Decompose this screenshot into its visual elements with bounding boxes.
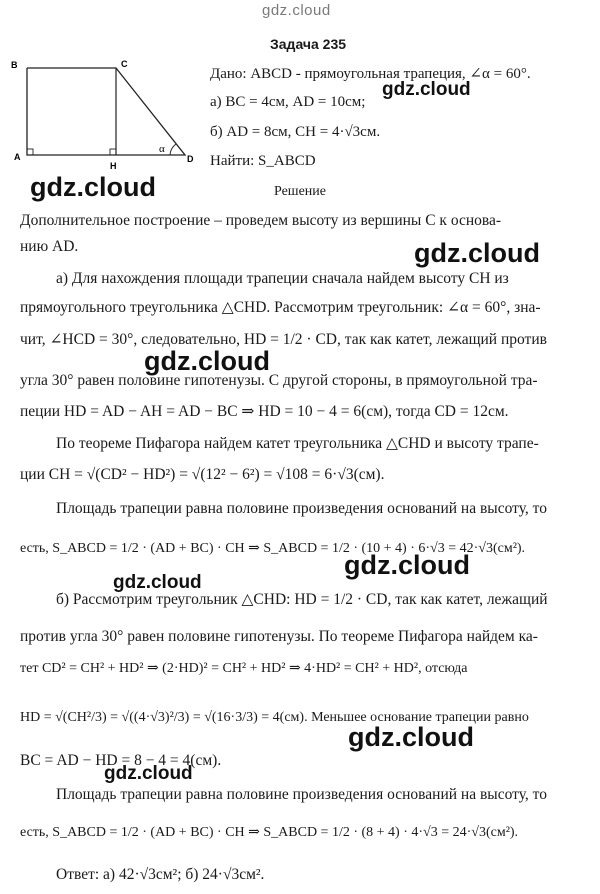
- given-line: Дано: ABCD - прямоугольная трапеция, ∠α = 60°.: [210, 66, 531, 82]
- solution-line: чит, ∠HCD = 30°, следовательно, HD = 1/2 · CD, так как катет, лежащий против: [20, 331, 547, 348]
- solution-line: прямоугольного треугольника △CHD. Рассмотрим треугольник: ∠α = 60°, зна-: [20, 299, 541, 316]
- solution-line: Площадь трапеции равна половине произведения оснований на высоту, то: [56, 786, 547, 803]
- trapezoid-outline: [27, 68, 185, 155]
- solution-line: есть, S_ABCD = 1/2 · (AD + BC) · CH ⇒ S_ABCD = 1/2 · (8 + 4) · 4·√3 = 24·√3(см²).: [20, 825, 519, 840]
- solution-line: По теореме Пифагора найдем катет треугольника △CHD и высоту трапе-: [56, 435, 539, 452]
- watermark: gdz.cloud: [382, 79, 471, 100]
- solution-line: есть, S_ABCD = 1/2 · (AD + BC) · CH ⇒ S_ABCD = 1/2 · (10 + 4) · 6·√3 = 42·√3(см²).: [20, 541, 526, 556]
- label-d: D: [187, 154, 194, 164]
- angle-arc: [170, 144, 176, 155]
- label-h: H: [110, 161, 117, 171]
- answer-line: Ответ: а) 42·√3см²; б) 24·√3см².: [56, 866, 265, 883]
- watermark: gdz.cloud: [30, 172, 156, 202]
- solution-line: HD = √(CH²/3) = √((4·√3)²/3) = √(16·3/3) = 4(см). Меньшее основание трапеции равно: [20, 710, 529, 725]
- top-watermark: gdz.cloud: [262, 2, 331, 19]
- solution-line: пеции HD = AD − AH = AD − BC ⇒ HD = 10 − 4 = 6(см), тогда CD = 12см.: [20, 403, 509, 420]
- solution-line: против угла 30° равен половине гипотенузы. По теореме Пифагора найдем ка-: [20, 628, 538, 645]
- trapezoid-diagram: [10, 58, 210, 173]
- right-angle-h: [110, 149, 116, 155]
- label-a: A: [14, 152, 21, 162]
- watermark: gdz.cloud: [104, 763, 193, 784]
- problem-title: Задача 235: [270, 36, 347, 52]
- solution-line: б) Рассмотрим треугольник △CHD: HD = 1/2 · CD, так как катет, лежащий: [56, 591, 548, 608]
- watermark: gdz.cloud: [414, 238, 540, 268]
- label-b: B: [11, 60, 18, 70]
- given-line: Найти: S_ABCD: [210, 153, 316, 169]
- watermark: gdz.cloud: [348, 722, 474, 752]
- label-c: C: [121, 59, 128, 69]
- solution-line: нию AD.: [20, 238, 79, 255]
- solution-line: Площадь трапеции равна половине произведения оснований на высоту, то: [56, 500, 547, 517]
- solution-line: BC = AD − HD = 8 − 4 = 4(см).: [20, 752, 222, 769]
- trapezoid-figure: [10, 58, 210, 173]
- solution-line: угла 30° равен половине гипотенузы. С другой стороны, в прямоугольной тра-: [20, 372, 538, 389]
- watermark: gdz.cloud: [144, 346, 270, 376]
- right-angle-a: [27, 149, 33, 155]
- solution-line: Дополнительное построение – проведем высоту из вершины C к основа-: [20, 212, 502, 229]
- watermark: gdz.cloud: [113, 572, 202, 593]
- label-alpha: α: [159, 143, 165, 155]
- solution-line: ции CH = √(CD² − HD²) = √(12² − 6²) = √108 = 6·√3(см).: [20, 466, 385, 483]
- solution-line: тет CD² = CH² + HD² ⇒ (2·HD)² = CH² + HD² ⇒ 4·HD² = CH² + HD², отсюда: [20, 661, 468, 676]
- solution-line: а) Для нахождения площади трапеции сначала найдем высоту CH из: [56, 270, 509, 287]
- given-line: б) AD = 8см, CH = 4·√3см.: [210, 124, 381, 140]
- solution-heading: Решение: [273, 184, 326, 199]
- given-line: а) BC = 4см, AD = 10см;: [210, 94, 366, 110]
- watermark: gdz.cloud: [344, 550, 470, 580]
